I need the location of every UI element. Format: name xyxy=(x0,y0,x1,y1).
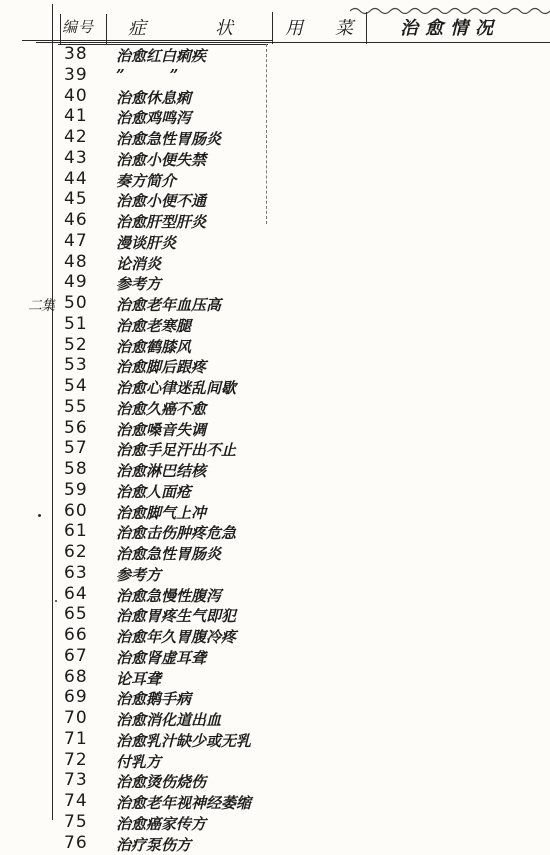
list-item xyxy=(0,44,300,66)
list-item xyxy=(0,833,300,855)
side-note: 二集 xyxy=(28,298,54,314)
entry-symptom: 治疗泵伤方 xyxy=(116,835,192,854)
entry-number: 46 xyxy=(64,210,88,230)
list-item xyxy=(0,729,300,751)
entry-symptom: 治愈小便失禁 xyxy=(116,150,207,169)
list-item xyxy=(0,438,300,460)
entry-symptom: 治愈老年视神经萎缩 xyxy=(116,794,252,812)
entry-number: 71 xyxy=(64,728,88,749)
entry-symptom: 治愈肝型肝炎 xyxy=(116,213,207,231)
entry-symptom: 参考方 xyxy=(116,565,162,584)
list-item xyxy=(0,770,300,792)
list-item xyxy=(0,355,300,377)
header-status: 治愈情况 xyxy=(400,18,500,39)
list-item xyxy=(0,148,300,170)
list-item xyxy=(0,169,300,191)
entry-symptom: ” ” xyxy=(116,65,179,84)
entry-number: 65 xyxy=(64,604,88,625)
entry-symptom: 治愈久癌不愈 xyxy=(116,399,207,418)
entry-number: 47 xyxy=(64,230,88,251)
entry-number: 49 xyxy=(64,272,88,293)
entry-number: 44 xyxy=(64,168,88,189)
header-symptom-first: 症 xyxy=(128,18,147,39)
list-item xyxy=(0,127,300,149)
entry-symptom: 治愈年久胃腹冷疼 xyxy=(116,628,237,646)
entry-symptom: 治愈击伤肿疼危急 xyxy=(116,524,237,543)
list-item xyxy=(0,584,300,606)
list-item xyxy=(0,314,300,336)
entry-symptom: 治愈心律迷乱间歇 xyxy=(116,379,237,397)
entry-number: 53 xyxy=(64,355,88,376)
list-item xyxy=(0,563,300,585)
entry-number: 42 xyxy=(64,127,88,147)
entry-symptom: 论消炎 xyxy=(116,254,162,273)
header-number: 编号 xyxy=(62,18,95,36)
list-item xyxy=(0,687,300,709)
entry-symptom: 参考方 xyxy=(116,275,162,294)
entry-symptom: 治愈脚后跟疼 xyxy=(116,358,207,377)
list-item xyxy=(0,708,300,730)
entry-number: 66 xyxy=(64,625,88,645)
entry-symptom: 奏方简介 xyxy=(116,171,177,190)
list-item xyxy=(0,521,300,543)
entry-number: 50 xyxy=(64,293,88,313)
header-usage-second: 菜 xyxy=(335,18,354,39)
list-item xyxy=(0,418,300,440)
entry-number: 58 xyxy=(64,459,88,479)
entry-number: 74 xyxy=(64,791,88,811)
entry-symptom: 治愈急性胃肠炎 xyxy=(116,545,222,563)
entry-number: 72 xyxy=(64,749,88,770)
entry-number: 48 xyxy=(64,251,88,272)
list-item xyxy=(0,86,300,108)
entry-symptom: 治愈嗓音失调 xyxy=(116,420,207,439)
entry-number: 39 xyxy=(64,64,88,85)
entry-number: 45 xyxy=(64,189,88,210)
entry-number: 55 xyxy=(64,396,88,417)
entry-symptom: 漫谈肝炎 xyxy=(116,233,177,252)
entry-symptom: 治愈急慢性腹泻 xyxy=(116,586,222,605)
list-item xyxy=(0,335,300,357)
entry-symptom: 治愈老寒腿 xyxy=(116,316,192,335)
list-item xyxy=(0,812,300,834)
entry-number: 62 xyxy=(64,542,88,562)
entry-symptom: 治愈胃疼生气即犯 xyxy=(116,607,237,626)
entry-number: 57 xyxy=(64,438,88,459)
header-symptom-second: 状 xyxy=(215,18,234,39)
entry-number: 54 xyxy=(64,376,88,396)
entry-symptom: 治愈烫伤烧伤 xyxy=(116,773,207,792)
entry-number: 75 xyxy=(64,811,88,832)
entry-symptom: 治愈鹅手病 xyxy=(116,690,192,709)
list-item xyxy=(0,604,300,626)
entry-number: 61 xyxy=(64,521,88,542)
list-item xyxy=(0,189,300,211)
entry-number: 51 xyxy=(64,313,88,334)
list-item xyxy=(0,252,300,274)
entry-symptom: 治愈人面疮 xyxy=(116,482,192,501)
entry-symptom: 治愈休息痢 xyxy=(116,88,192,107)
entry-number: 52 xyxy=(64,334,88,355)
entry-number: 56 xyxy=(64,417,88,438)
list-item xyxy=(0,210,300,232)
list-item xyxy=(0,231,300,253)
entry-number: 73 xyxy=(64,770,88,791)
entry-symptom: 治愈肾虚耳聋 xyxy=(116,648,207,667)
entry-number: 70 xyxy=(64,708,88,728)
entry-symptom: 治愈手足汗出不止 xyxy=(116,441,237,460)
entry-symptom: 治愈急性胃肠炎 xyxy=(116,130,222,148)
entry-symptom: 治愈脚气上冲 xyxy=(116,503,207,522)
list-item xyxy=(0,480,300,502)
entry-number: 60 xyxy=(64,500,88,521)
list-item xyxy=(0,397,300,419)
list-item xyxy=(0,459,300,481)
entry-number: 40 xyxy=(64,85,88,106)
entry-number: 41 xyxy=(64,106,88,127)
entry-number: 43 xyxy=(64,147,88,168)
list-item xyxy=(0,106,300,128)
entry-number: 38 xyxy=(64,44,88,64)
entry-symptom: 治愈鹤膝风 xyxy=(116,337,192,356)
list-item xyxy=(0,542,300,564)
entry-number: 64 xyxy=(64,583,88,604)
entry-symptom: 付乳方 xyxy=(116,752,162,771)
list-item xyxy=(0,750,300,772)
list-item xyxy=(0,376,300,398)
entry-number: 68 xyxy=(64,666,88,687)
list-item xyxy=(0,791,300,813)
list-item xyxy=(0,625,300,647)
entry-number: 69 xyxy=(64,687,88,708)
list-item xyxy=(0,667,300,689)
entry-symptom: 治愈乳汁缺少或无乳 xyxy=(116,731,252,750)
entry-symptom: 治愈老年血压高 xyxy=(116,296,222,314)
list-item xyxy=(0,293,300,315)
entry-number: 76 xyxy=(64,832,88,853)
list-item xyxy=(0,65,300,87)
list-item xyxy=(0,501,300,523)
list-item xyxy=(0,646,300,668)
entry-symptom: 治愈红白痢疾 xyxy=(116,47,207,65)
entry-symptom: 治愈小便不通 xyxy=(116,192,207,211)
entry-symptom: 治愈癌家传方 xyxy=(116,814,207,833)
entry-symptom: 治愈消化道出血 xyxy=(116,711,222,729)
entry-number: 67 xyxy=(64,645,88,666)
list-item xyxy=(0,272,300,294)
header-usage-first: 用 xyxy=(285,18,304,39)
entry-symptom: 治愈淋巴结核 xyxy=(116,462,207,480)
entry-symptom: 治愈鸡鸣泻 xyxy=(116,109,192,128)
entry-symptom: 论耳聋 xyxy=(116,669,162,688)
entry-number: 63 xyxy=(64,562,88,583)
entry-number: 59 xyxy=(64,479,88,500)
